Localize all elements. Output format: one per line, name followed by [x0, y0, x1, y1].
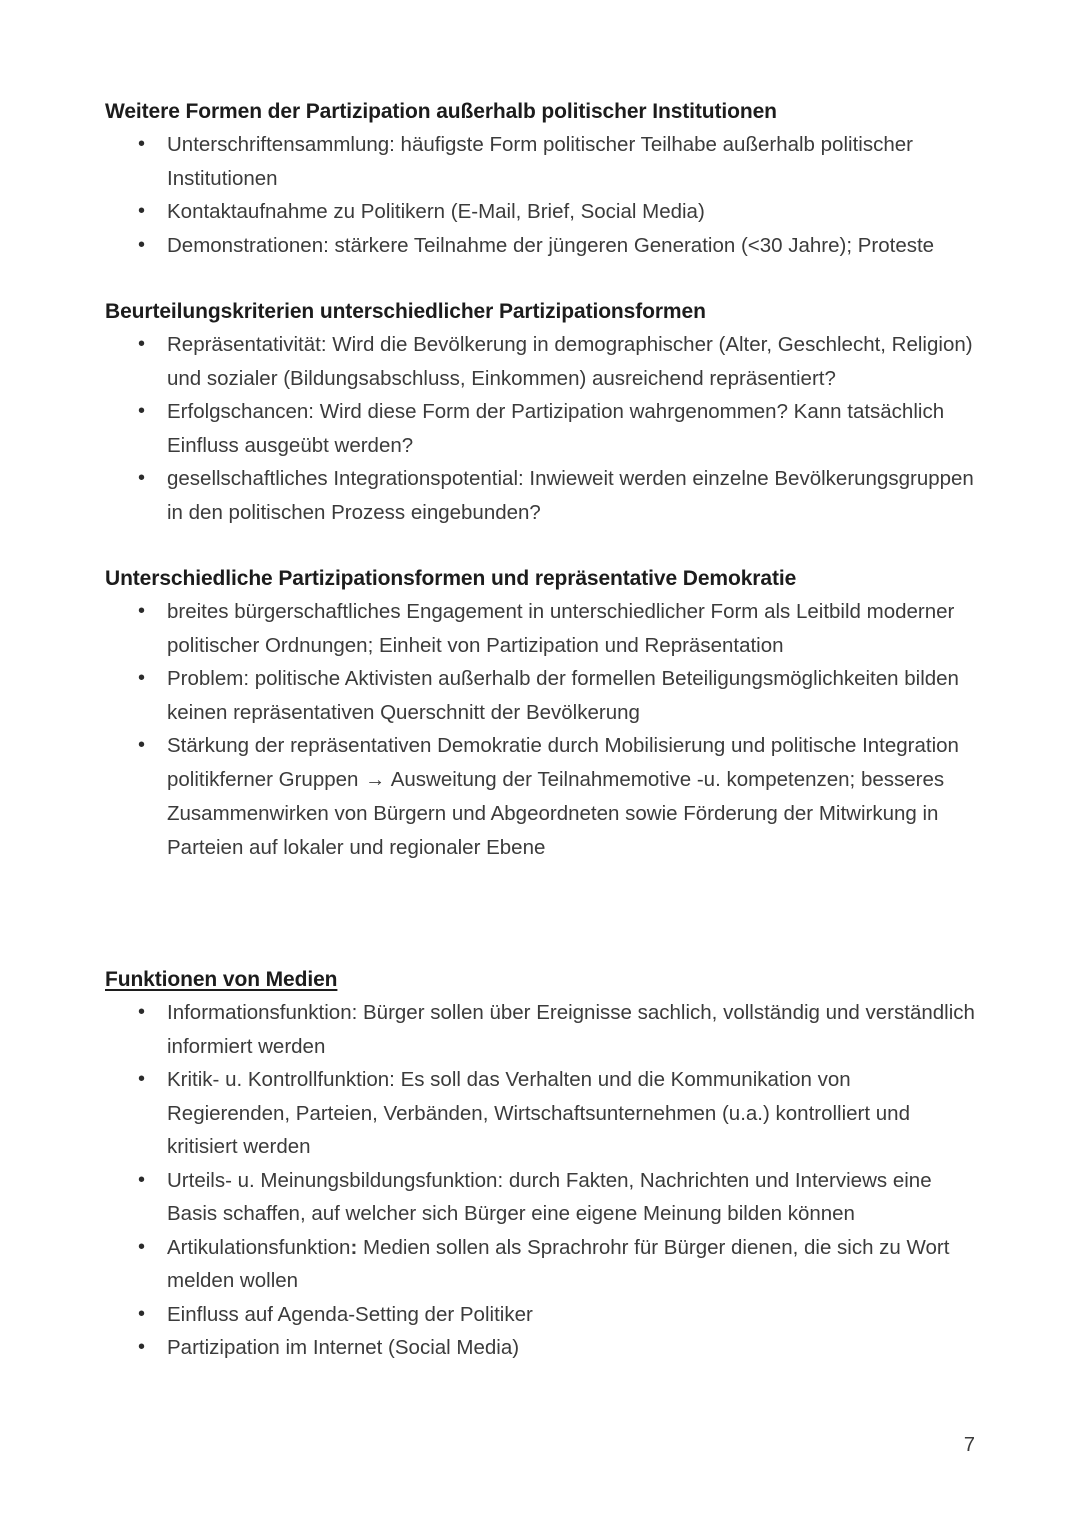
list-item-text: breites bürgerschaftliches Engagement in unterschiedlicher Form als Leitbild moderner politischer Ordnungen; Einheit von Partizipation und Repräsentation [167, 600, 955, 657]
list-item-text: Problem: politische Aktivisten außerhalb der formellen Beteiligungsmöglichkeiten bilden keinen repräsentativen Querschnitt der Bevölkerung [167, 667, 959, 724]
bullet-point-icon: • [138, 233, 146, 256]
text-run: Artikulationsfunktion [167, 1235, 351, 1259]
document-section [105, 562, 975, 864]
bullet-point-icon: • [138, 667, 146, 689]
bullet-list [105, 128, 975, 262]
list-item [105, 462, 975, 529]
section-heading: Beurteilungskriterien unterschiedlicher Partizipationsformen [105, 300, 706, 323]
section-heading-text: Funktionen von Medien [105, 968, 338, 991]
list-item-text: Erfolgschancen: Wird diese Form der Partizipation wahrgenommen? Kann tatsächlich Einfluss ausgeübt werden? [167, 400, 945, 457]
bullet-point-icon: • [138, 1068, 146, 1090]
bullet-list [105, 595, 975, 864]
bullet-point-icon: • [138, 1302, 146, 1325]
document-section [105, 95, 975, 262]
list-item [105, 395, 975, 462]
list-item-text: Demonstrationen: stärkere Teilnahme der jüngeren Generation (<30 Jahre); Proteste [167, 233, 935, 257]
list-item [105, 128, 975, 195]
list-item-text: gesellschaftliches Integrationspotential: Inwieweit werden einzelne Bevölkerungsgruppen in den politischen Prozess eingebunden? [167, 467, 974, 524]
list-item [105, 195, 975, 229]
list-item [105, 729, 975, 864]
bullet-point-icon: • [138, 1235, 146, 1258]
list-item [105, 1164, 975, 1231]
list-item-text [167, 1236, 949, 1293]
section-heading [105, 963, 975, 996]
list-item-text: Einfluss auf Agenda-Setting der Politiker [167, 1302, 533, 1326]
list-item [105, 328, 975, 395]
text-run: Stärkung der repräsentativen Demokratie durch Mobilisierung und politische Integration politikferner Gruppen [167, 734, 959, 791]
emphasized-text: : [350, 1235, 358, 1259]
page-number: 7 [963, 1434, 975, 1456]
document-section [105, 963, 975, 1365]
list-item [105, 662, 975, 729]
text-run: Medien sollen als Sprachrohr für Bürger dienen, die sich zu Wort melden wollen [167, 1235, 950, 1292]
list-item [105, 229, 975, 263]
bullet-point-icon: • [138, 1168, 146, 1191]
list-item-text: Kritik- u. Kontrollfunktion: Es soll das Verhalten und die Kommunikation von Regierenden, Parteien, Verbänden, Wirtschaftsunternehmen (u.a.) kontrolliert und kritisiert werden [167, 1068, 910, 1158]
bullet-list [105, 996, 975, 1365]
bullet-point-icon: • [138, 133, 146, 155]
list-item [105, 996, 975, 1063]
bullet-point-icon: • [138, 1001, 146, 1023]
bullet-point-icon: • [138, 1336, 146, 1358]
list-item-text: Informationsfunktion: Bürger sollen über Ereignisse sachlich, vollständig und verständlich informiert werden [167, 1001, 975, 1058]
list-item [105, 1063, 975, 1164]
list-item [105, 595, 975, 662]
bullet-point-icon: • [138, 333, 146, 355]
list-item-text: Kontaktaufnahme zu Politikern (E-Mail, Brief, Social Media) [167, 200, 705, 223]
bullet-point-icon: • [138, 200, 146, 222]
list-item-text: Unterschriftensammlung: häufigste Form politischer Teilhabe außerhalb politischer Institutionen [167, 133, 913, 190]
bullet-point-icon: • [138, 600, 146, 622]
list-item [105, 1231, 975, 1298]
list-item [105, 1331, 975, 1365]
list-item [105, 1298, 975, 1332]
list-item-text: Urteils- u. Meinungsbildungsfunktion: durch Fakten, Nachrichten und Interviews eine Basis schaffen, auf welcher sich Bürger eine eigene Meinung bilden können [167, 1168, 932, 1225]
right-arrow-icon: → [365, 768, 386, 791]
bullet-list [105, 328, 975, 529]
bullet-point-icon: • [138, 734, 146, 756]
bullet-point-icon: • [138, 467, 146, 489]
bullet-point-icon: • [138, 400, 146, 422]
text-run: Ausweitung der Teilnahmemotive -u. kompetenzen; besseres Zusammenwirken von Bürgern und Abgeordneten sowie Förderung der Mitwirkung in Parteien auf lokaler und regionaler Ebene [167, 767, 945, 859]
section-heading: Unterschiedliche Partizipationsformen und repräsentative Demokratie [105, 567, 797, 590]
list-item-text: Partizipation im Internet (Social Media) [167, 1336, 520, 1359]
list-item-text [167, 734, 959, 859]
document-section [105, 295, 975, 529]
section-heading: Weitere Formen der Partizipation außerhalb politischer Institutionen [105, 100, 777, 123]
list-item-text: Repräsentativität: Wird die Bevölkerung in demographischer (Alter, Geschlecht, Religion) und sozialer (Bildungsabschluss, Einkommen) ausreichend repräsentiert? [167, 333, 973, 390]
page-content [105, 95, 975, 1365]
